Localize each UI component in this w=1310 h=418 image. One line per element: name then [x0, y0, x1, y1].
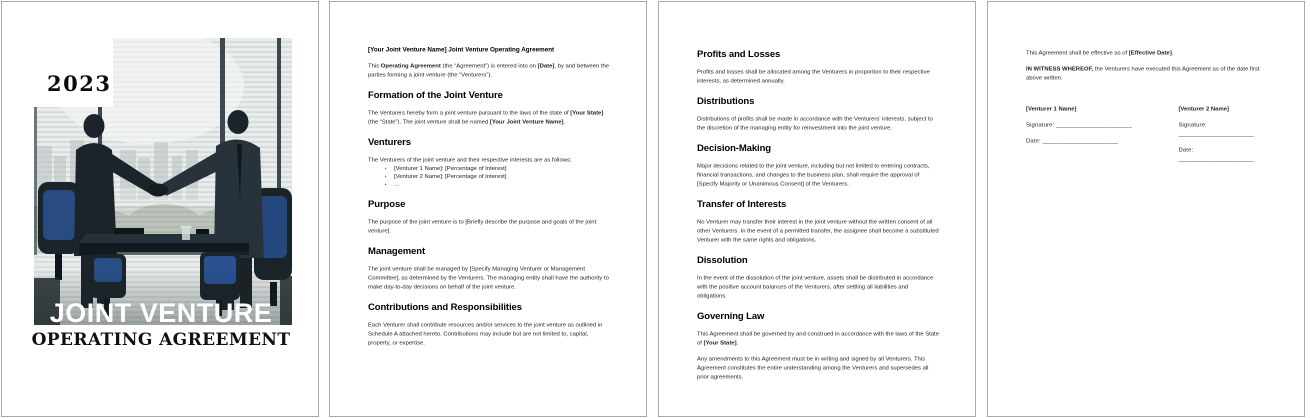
signature-line: Date: ______________________ — [1178, 146, 1254, 162]
body-text: Major decisions related to the joint venture, including but not limited to entering contracts, financial transactions, and changes to the business plan, shall require the approval of [Specify Majority or Unanimous Consent] of the Venturers. — [697, 162, 930, 187]
paragraph — [697, 217, 939, 244]
cover-year: 2023 — [47, 71, 112, 96]
signature-line: Signature: ______________________ — [1178, 121, 1254, 137]
body-text: . — [1171, 49, 1174, 56]
body-text: . — [563, 118, 566, 125]
section-heading: Profits and Losses — [697, 49, 781, 60]
cover-subtitle: OPERATING AGREEMENT — [31, 330, 291, 350]
paragraph — [697, 114, 939, 132]
page-4-content — [1026, 38, 1268, 163]
paragraph — [697, 354, 939, 381]
body-text: Any amendments to this Agreement must be in writing and signed by all Venturers. This Agreement constitutes the entire understanding among the Venturers and supersedes all prior agreements. — [697, 355, 929, 380]
document-page-3 — [658, 1, 976, 417]
body-text: . — [736, 339, 739, 346]
body-text: No Venturer may transfer their interest in the joint venture without the written consent of all other Venturers. In the event of a permitted transfer, the assignee shall become a substituted Venturer with the same rights and obligations. — [697, 218, 939, 243]
paragraph — [1026, 48, 1268, 57]
section-heading: Contributions and Responsibilities — [368, 302, 522, 313]
paragraph — [368, 217, 610, 235]
folder-on-table — [114, 228, 144, 234]
paragraph — [697, 273, 939, 300]
body-text: Profits and losses shall be allocated among the Venturers in proportion to their respective interests, as determined annually. — [697, 68, 930, 84]
signature-block — [1178, 104, 1268, 163]
signature-row — [1026, 104, 1268, 163]
body-text: (the “State”). The joint venture shall be named — [368, 118, 490, 125]
bullet-text: [Venturer 1 Name]: [Percentage of Interest] — [394, 164, 507, 172]
phone-on-table — [196, 229, 209, 234]
signature-line: Date: ______________________ — [1026, 137, 1119, 144]
bold-placeholder-text: [Your State] — [570, 109, 604, 116]
section-heading: Management — [368, 246, 426, 257]
handshake — [148, 184, 168, 197]
bold-placeholder-text: [Your State] — [703, 339, 737, 346]
bullet-item — [368, 164, 610, 172]
section-heading: Decision-Making — [697, 143, 771, 154]
body-text: This Agreement shall be effective as of — [1026, 49, 1129, 56]
body-text: This Agreement shall be governed by and construed in accordance with the laws of the State of — [697, 330, 939, 346]
page-3-content — [697, 38, 939, 381]
bullet-icon: ▪ — [385, 182, 387, 187]
section-heading: Purpose — [368, 199, 406, 210]
bullet-icon: ▪ — [385, 166, 387, 171]
paragraph — [697, 329, 939, 347]
body-text: The Venturers of the joint venture and their respective interests are as follows: — [368, 156, 572, 163]
body-text: This — [368, 62, 381, 69]
bold-placeholder-text: [Your Joint Venture Name] — [489, 118, 564, 125]
water-glass — [182, 226, 190, 240]
paragraph — [1026, 64, 1268, 82]
bold-placeholder-text: [Effective Date] — [1128, 49, 1172, 56]
bullet-item — [368, 180, 610, 188]
body-text: In the event of the dissolution of the joint venture, assets shall be distributed in accordance with the positive account balances of the Venturers, after settling all liabilities and obligations. — [697, 274, 934, 299]
paragraph — [368, 108, 610, 126]
bold-placeholder-text: [Your Joint Venture Name] Joint Venture Operating Agreement — [368, 46, 555, 53]
body-text: Each Venturer shall contribute resources and/or services to the joint venture as outlined in Schedule A attached hereto. Contributions may include but are not limited to, capital, property, or expertise. — [368, 321, 603, 346]
body-text: the Venturers have executed this Agreement as of the date first above written. — [1026, 65, 1260, 81]
body-text: The joint venture shall be managed by [Specify Managing Venturer or Management Committee], as determined by the Venturers. The managing entity shall have the authority to make day-to-day decisions on behalf of the joint venture. — [368, 265, 609, 290]
bullet-item — [368, 172, 610, 180]
body-text: Distributions of profits shall be made in accordance with the Venturers’ interests, subject to the discretion of the managing entity for reinvestment into the joint venture. — [697, 115, 933, 131]
document-page-2 — [329, 1, 647, 417]
bullet-icon: ▪ — [385, 174, 387, 179]
bullet-text: … — [394, 180, 400, 188]
body-text: , by and between the parties forming a joint venture (the “Venturers”). — [368, 62, 610, 78]
page-2-content — [368, 38, 610, 347]
section-heading: Governing Law — [697, 311, 765, 322]
signature-line: Signature: ______________________ — [1026, 121, 1132, 128]
cover-title: JOINT VENTURE — [49, 298, 273, 328]
document-title — [368, 45, 610, 54]
paragraph — [368, 320, 610, 347]
paragraph — [697, 67, 939, 85]
section-heading: Dissolution — [697, 255, 748, 266]
bold-placeholder-text: [Date] — [537, 62, 555, 69]
paragraph — [697, 161, 939, 188]
section-heading: Distributions — [697, 96, 755, 107]
paragraph — [368, 61, 610, 79]
venturer-name: [Venturer 1 Name] — [1026, 105, 1077, 112]
body-text: The purpose of the joint venture is to [Briefly describe the purpose and goals of the joint venture]. — [368, 218, 597, 234]
section-heading: Formation of the Joint Venture — [368, 90, 503, 101]
cover-page — [1, 1, 319, 417]
section-heading: Venturers — [368, 137, 411, 148]
bullet-list — [368, 164, 610, 188]
body-text: The Venturers hereby form a joint venture pursuant to the laws of the state of — [368, 109, 571, 116]
bold-placeholder-text: Operating Agreement — [380, 62, 441, 69]
paragraph — [368, 264, 610, 291]
venturer-name: [Venturer 2 Name] — [1178, 105, 1229, 112]
bullet-text: [Venturer 2 Name]: [Percentage of Interest] — [394, 172, 507, 180]
section-heading: Transfer of Interests — [697, 199, 787, 210]
signature-block — [1026, 104, 1178, 163]
paragraph — [368, 155, 610, 164]
body-text: (the “Agreement”) is entered into on — [440, 62, 538, 69]
bold-placeholder-text: IN WITNESS WHEREOF, — [1026, 65, 1094, 72]
document-page-4 — [987, 1, 1305, 417]
